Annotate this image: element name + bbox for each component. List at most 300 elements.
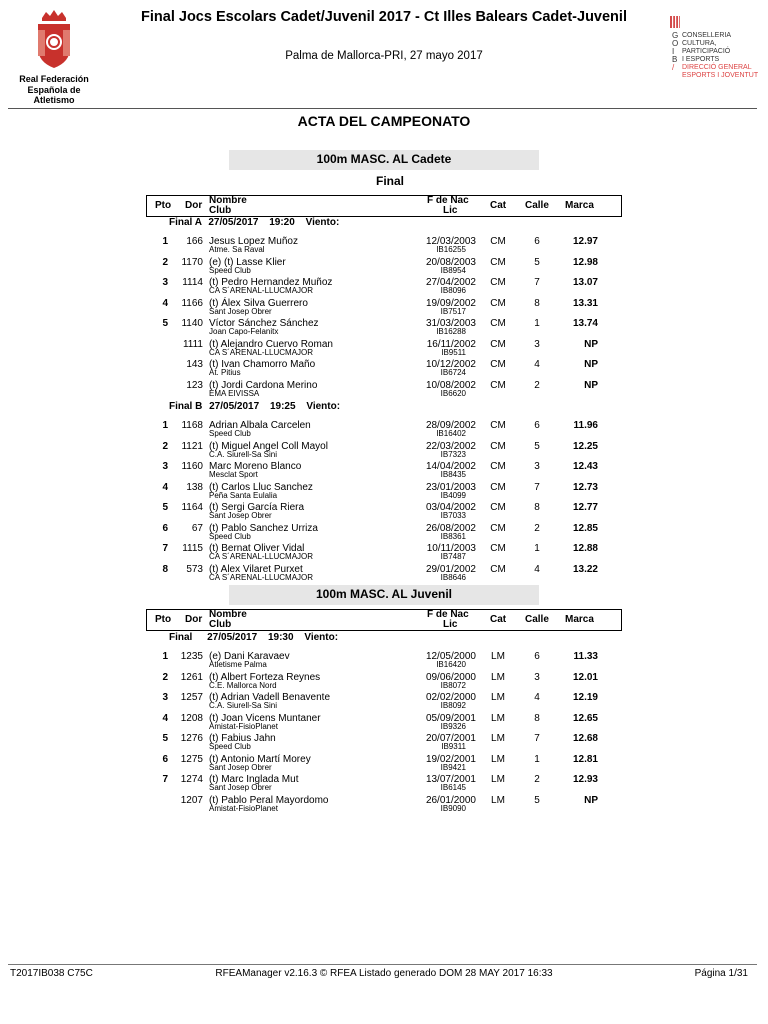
bib-number: 1235 [180, 651, 203, 662]
category: LM [491, 774, 505, 785]
license-number: IB8435 [440, 470, 466, 479]
license-number: IB6620 [440, 388, 466, 398]
bib-number: 67 [191, 522, 203, 534]
birth-date: 09/06/2000 [425, 671, 476, 683]
result-row [0, 690, 768, 710]
birth-date: 10/08/2002 [425, 379, 476, 391]
govern-letter-b: B [672, 55, 678, 64]
govern-letter-o: O [672, 39, 679, 48]
license-number: IB9090 [440, 803, 466, 813]
bib-number: 1257 [180, 692, 203, 703]
lane: 3 [534, 461, 540, 472]
athlete-name: (t) Joan Vicens Muntaner [209, 712, 321, 724]
lane: 2 [534, 522, 540, 534]
category: CM [490, 379, 506, 391]
result-row [0, 316, 768, 336]
category: LM [491, 733, 505, 744]
license-number: IB9421 [440, 762, 466, 772]
bib-number: 1261 [180, 671, 203, 683]
athlete-name: (t) Marc Inglada Mut [209, 774, 299, 785]
category: CM [490, 420, 506, 431]
result-row [0, 378, 768, 398]
club-name: Peña Santa Eulalia [209, 490, 278, 500]
athlete-name: Víctor Sánchez Sánchez [209, 318, 319, 329]
club-name: C.E. Mallorca Nord [209, 680, 277, 690]
bib-number: 138 [186, 481, 203, 493]
athlete-name: (t) Jordi Cardona Merino [209, 379, 318, 391]
club-name: Atletisme Palma [209, 660, 267, 669]
govern-line: ESPORTS I JOVENTUT [682, 72, 759, 79]
result-mark: 13.31 [572, 297, 598, 309]
result-mark: 12.25 [572, 440, 598, 452]
license-number: IB8361 [440, 531, 466, 541]
license-number: IB16420 [436, 660, 466, 669]
license-number: IB6724 [440, 368, 466, 377]
footer-doc-id: T2017IB038 C75C [10, 968, 93, 979]
col-nombre: Nombre [209, 609, 247, 620]
bib-number: 1121 [181, 440, 203, 452]
position: 1 [162, 236, 168, 247]
position: 6 [162, 522, 168, 534]
bib-number: 166 [186, 236, 203, 247]
athlete-name: (t) Fabius Jahn [209, 733, 276, 744]
club-name: Speed Club [209, 531, 251, 541]
license-number: IB16402 [436, 429, 466, 438]
govern-logo [672, 14, 762, 110]
position: 1 [162, 420, 168, 431]
lane: 3 [534, 671, 540, 683]
bib-number: 1140 [181, 318, 203, 329]
result-mark: 12.81 [572, 753, 598, 765]
birth-date: 27/04/2002 [425, 277, 476, 288]
result-row [0, 480, 768, 500]
category: CM [490, 297, 506, 309]
govern-line: DIRECCIÓ GENERAL [682, 64, 752, 71]
birth-date: 05/09/2001 [425, 712, 476, 724]
category: LM [491, 692, 505, 703]
athlete-name: (t) Carlos Lluc Sanchez [209, 481, 313, 493]
round-title: Final [375, 174, 404, 188]
result-mark: NP [584, 359, 598, 370]
result-mark: 12.43 [572, 461, 598, 472]
result-row [0, 670, 768, 690]
result-mark: 13.07 [572, 277, 598, 288]
position: 3 [162, 277, 168, 288]
heat-date: 27/05/2017 [208, 217, 259, 228]
license-number: IB8954 [440, 265, 466, 275]
result-row [0, 752, 768, 772]
bib-number: 1115 [182, 543, 203, 554]
position: 5 [162, 502, 168, 513]
heat-header [169, 632, 338, 643]
position: 8 [162, 563, 168, 575]
category: CM [490, 236, 506, 247]
category: LM [491, 753, 505, 765]
category: CM [490, 440, 506, 452]
bib-number: 123 [186, 379, 203, 391]
result-row [0, 562, 768, 582]
license-number: IB4099 [440, 490, 466, 500]
club-name: Atme. Sa Raval [209, 245, 265, 254]
athlete-name: (t) Miguel Angel Coll Mayol [209, 440, 328, 452]
heat-header [169, 217, 339, 228]
category: CM [490, 543, 506, 554]
license-number: IB16255 [436, 245, 466, 254]
result-mark: 12.85 [572, 522, 598, 534]
result-row [0, 357, 768, 377]
birth-date: 12/05/2000 [425, 651, 476, 662]
birth-date: 03/04/2002 [425, 502, 476, 513]
results-list [0, 234, 768, 398]
result-mark: 12.97 [572, 236, 598, 247]
result-mark: 12.65 [572, 712, 598, 724]
club-name: CA S´ARENAL-LLUCMAJOR [209, 572, 314, 582]
col-dor: Dor [185, 200, 203, 211]
result-mark: 11.33 [573, 651, 598, 662]
birth-date: 20/08/2003 [425, 256, 476, 268]
bib-number: 1166 [181, 297, 203, 309]
heat-time: 19:30 [267, 632, 294, 643]
lane: 7 [534, 733, 540, 744]
license-number: IB9511 [441, 347, 466, 357]
result-mark: 12.93 [572, 774, 598, 785]
category: CM [490, 522, 506, 534]
col-nombre: Nombre [209, 195, 247, 206]
heat-time: 19:25 [269, 401, 296, 412]
category: CM [490, 359, 506, 370]
govern-line: PARTICIPACIÓ [682, 48, 731, 55]
birth-date: 28/09/2002 [425, 420, 476, 431]
lane: 7 [534, 481, 540, 493]
position: 2 [162, 256, 168, 268]
bib-number: 1275 [180, 753, 203, 765]
birth-date: 20/07/2001 [425, 733, 476, 744]
col-marca: Marca [565, 614, 594, 625]
bib-number: 573 [186, 563, 203, 575]
club-name: Sant Josep Obrer [209, 306, 272, 316]
club-name: Amistat-FisioPlanet [209, 721, 278, 731]
license-number: IB8646 [440, 572, 466, 582]
bib-number: 1276 [180, 733, 203, 744]
position: 7 [162, 543, 168, 554]
category: LM [491, 651, 505, 662]
heat-label: Final B [169, 401, 203, 412]
bib-number: 1208 [180, 712, 203, 724]
col-cat: Cat [490, 200, 507, 211]
license-number: IB16288 [436, 327, 466, 336]
club-name: Sant Josep Obrer [209, 762, 272, 772]
col-calle: Calle [525, 614, 549, 625]
category: CM [490, 318, 506, 329]
birth-date: 13/07/2001 [425, 774, 476, 785]
license-number: IB6145 [440, 783, 466, 792]
athlete-name: (e) Dani Karavaev [209, 651, 290, 662]
athlete-name: Adrian Albala Carcelen [209, 420, 311, 431]
athlete-name: (t) Alejandro Cuervo Roman [209, 338, 333, 350]
lane: 1 [534, 753, 540, 765]
category: CM [490, 277, 506, 288]
club-name: Sant Josep Obrer [209, 783, 272, 792]
lane: 5 [534, 256, 540, 268]
position: 2 [162, 440, 168, 452]
birth-date: 14/04/2002 [425, 461, 476, 472]
result-row [0, 711, 768, 731]
lane: 1 [534, 318, 540, 329]
col-lic: Lic [443, 205, 458, 216]
venue-date: Palma de Mallorca-PRI, 27 mayo 2017 [285, 50, 483, 62]
heat-date: 27/05/2017 [207, 632, 258, 643]
result-row [0, 255, 768, 275]
club-name: Joan Capo-Felanitx [209, 327, 279, 336]
category: CM [490, 256, 506, 268]
col-dor: Dor [185, 614, 203, 625]
license-number: IB7033 [440, 511, 466, 520]
result-row [0, 296, 768, 316]
category: LM [491, 712, 505, 724]
birth-date: 23/01/2003 [425, 481, 476, 493]
govern-letter-slash: / [672, 63, 675, 72]
col-fnac: F de Nac [427, 195, 469, 206]
heat-label: Final A [169, 217, 202, 228]
result-row [0, 541, 768, 561]
category: CM [490, 502, 506, 513]
athlete-name: Jesus Lopez Muñoz [209, 236, 298, 247]
bib-number: 143 [186, 359, 203, 370]
category: CM [490, 461, 506, 472]
heat-wind: Viento: [306, 401, 341, 412]
bib-number: 1111 [182, 338, 203, 350]
birth-date: 26/08/2002 [425, 522, 476, 534]
birth-date: 16/11/2002 [426, 338, 476, 350]
lane: 2 [534, 379, 540, 391]
heat-wind: Viento: [305, 217, 340, 228]
bib-number: 1274 [180, 774, 203, 785]
result-row [0, 275, 768, 295]
athlete-name: Marc Moreno Blanco [209, 461, 302, 472]
athlete-name: (t) Ivan Chamorro Maño [209, 359, 316, 370]
birth-date: 10/12/2002 [425, 359, 476, 370]
athlete-name: (t) Bernat Oliver Vidal [209, 543, 305, 554]
club-name: Sant Josep Obrer [209, 511, 272, 520]
club-name: C.A. Siurell-Sa Sini [209, 701, 278, 710]
col-calle: Calle [525, 200, 549, 211]
bib-number: 1168 [181, 420, 203, 431]
lane: 8 [534, 502, 540, 513]
result-mark: 12.68 [572, 733, 598, 744]
result-row [0, 439, 768, 459]
heat-header [169, 401, 340, 412]
col-marca: Marca [565, 200, 594, 211]
position: 5 [162, 318, 168, 329]
result-mark: 12.73 [572, 481, 598, 493]
result-mark: 13.22 [572, 563, 598, 575]
category: LM [491, 671, 505, 683]
result-mark: 13.74 [572, 318, 598, 329]
footer-divider [8, 964, 757, 965]
event-title: 100m MASC. AL Juvenil [229, 585, 539, 605]
athlete-name: (t) Pedro Hernandez Muñoz [209, 277, 333, 288]
club-name: At. Pitius [209, 368, 241, 377]
category: CM [490, 481, 506, 493]
category: CM [490, 338, 506, 350]
license-number: IB8092 [440, 701, 466, 710]
result-row [0, 500, 768, 520]
federation-name-line2: Española de Atletismo [27, 84, 81, 105]
col-lic: Lic [443, 619, 458, 630]
lane: 5 [534, 794, 540, 806]
govern-letter-i: I [672, 47, 675, 56]
col-club: Club [209, 619, 232, 630]
athlete-name: (t) Pablo Sanchez Urriza [209, 522, 318, 534]
position: 7 [162, 774, 168, 785]
header-divider [8, 108, 757, 109]
govern-letter-g: G [672, 31, 679, 40]
birth-date: 19/02/2001 [425, 753, 476, 765]
birth-date: 10/11/2003 [426, 543, 476, 554]
federation-name [6, 74, 102, 106]
position: 1 [162, 651, 168, 662]
lane: 7 [534, 277, 540, 288]
athlete-name: (t) Adrian Vadell Benavente [209, 692, 331, 703]
license-number: IB9326 [440, 721, 466, 731]
lane: 6 [534, 236, 540, 247]
club-name: C.A. Siurell-Sa Sini [209, 449, 278, 459]
athlete-name: (t) Álex Silva Guerrero [209, 297, 308, 309]
position: 3 [162, 461, 168, 472]
club-name: CA S´ARENAL-LLUCMAJOR [209, 347, 314, 357]
result-mark: 12.19 [572, 692, 598, 703]
lane: 4 [534, 359, 540, 370]
result-row [0, 731, 768, 751]
athlete-name: (t) Albert Forteza Reynes [209, 671, 321, 683]
col-cat: Cat [490, 614, 507, 625]
heat-wind: Viento: [304, 632, 339, 643]
lane: 8 [534, 712, 540, 724]
result-mark: 11.96 [573, 420, 598, 431]
lane: 6 [534, 420, 540, 431]
license-number: IB7517 [440, 306, 466, 316]
position: 4 [162, 297, 168, 309]
birth-date: 02/02/2000 [425, 692, 476, 703]
bib-number: 1170 [181, 256, 203, 268]
lane: 1 [534, 543, 540, 554]
bib-number: 1160 [181, 461, 203, 472]
result-mark: NP [584, 338, 598, 350]
club-name: CA S´ARENAL-LLUCMAJOR [209, 286, 314, 295]
result-mark: 12.77 [572, 502, 598, 513]
result-row [0, 649, 768, 669]
lane: 8 [534, 297, 540, 309]
results-list [0, 418, 768, 582]
birth-date: 26/01/2000 [425, 794, 476, 806]
govern-crest-icon [670, 16, 680, 28]
athlete-name: (e) (t) Lasse Klier [209, 256, 286, 268]
athlete-name: (t) Pablo Peral Mayordomo [209, 794, 329, 806]
bib-number: 1207 [180, 794, 203, 806]
result-row [0, 521, 768, 541]
table-header [146, 609, 622, 631]
club-name: Mesclat Sport [209, 470, 258, 479]
athlete-name: (t) Alex Vilaret Purxet [209, 563, 303, 575]
result-row [0, 337, 768, 357]
col-fnac: F de Nac [427, 609, 469, 620]
rfea-logo [32, 10, 76, 72]
govern-line: I ESPORTS [682, 56, 720, 63]
position: 2 [162, 671, 168, 683]
govern-line: CONSELLERIA [682, 32, 732, 39]
birth-date: 29/01/2002 [425, 563, 476, 575]
club-name: Speed Club [209, 742, 251, 751]
result-row [0, 418, 768, 438]
lane: 4 [534, 563, 540, 575]
results-list [0, 649, 768, 813]
result-row [0, 793, 768, 813]
federation-name-line1: Real Federación [19, 74, 89, 84]
athlete-name: (t) Sergi García Riera [209, 502, 305, 513]
heat-label: Final [169, 632, 193, 643]
position: 6 [162, 753, 168, 765]
col-pto: Pto [155, 200, 172, 211]
table-header [146, 195, 622, 217]
result-row [0, 234, 768, 254]
position: 5 [162, 733, 168, 744]
bib-number: 1114 [182, 277, 203, 288]
heat-time: 19:20 [269, 217, 295, 228]
club-name: CA S´ARENAL-LLUCMAJOR [209, 552, 314, 561]
result-row [0, 772, 768, 792]
result-mark: NP [584, 379, 598, 391]
club-name: Speed Club [209, 265, 251, 275]
athlete-name: (t) Antonio Martí Morey [209, 753, 311, 765]
position: 4 [162, 481, 168, 493]
event-title: 100m MASC. AL Cadete [229, 150, 539, 170]
footer-generator: RFEAManager v2.16.3 © RFEA Listado generado DOM 28 MAY 2017 16:33 [215, 968, 553, 979]
footer-page-number: Página 1/31 [694, 968, 748, 979]
license-number: IB7487 [440, 552, 466, 561]
bib-number: 1164 [181, 502, 203, 513]
club-name: EMA EIVISSA [209, 388, 260, 398]
category: CM [490, 563, 506, 575]
lane: 4 [534, 692, 540, 703]
birth-date: 31/03/2003 [425, 318, 476, 329]
page-title: Final Jocs Escolars Cadet/Juvenil 2017 - Ct Illes Balears Cadet-Juvenil [141, 9, 627, 25]
govern-line: CULTURA, [682, 40, 717, 47]
license-number: IB8096 [440, 286, 466, 295]
license-number: IB7323 [440, 449, 466, 459]
result-row [0, 459, 768, 479]
club-name: Amistat-FisioPlanet [209, 803, 278, 813]
lane: 6 [534, 651, 540, 662]
license-number: IB9311 [441, 742, 466, 751]
birth-date: 22/03/2002 [425, 440, 476, 452]
position: 3 [162, 692, 168, 703]
result-mark: NP [584, 794, 598, 806]
license-number: IB8072 [440, 680, 466, 690]
lane: 5 [534, 440, 540, 452]
lane: 3 [534, 338, 540, 350]
birth-date: 19/09/2002 [425, 297, 476, 309]
club-name: Speed Club [209, 429, 251, 438]
result-mark: 12.98 [572, 256, 598, 268]
col-pto: Pto [155, 614, 172, 625]
result-mark: 12.01 [572, 671, 598, 683]
position: 4 [162, 712, 168, 724]
lane: 2 [534, 774, 540, 785]
heat-date: 27/05/2017 [209, 401, 260, 412]
birth-date: 12/03/2003 [425, 236, 476, 247]
col-club: Club [209, 205, 232, 216]
document-title: ACTA DEL CAMPEONATO [297, 113, 471, 129]
